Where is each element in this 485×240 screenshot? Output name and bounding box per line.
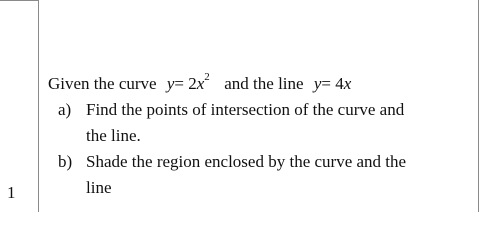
part-b bbox=[48, 149, 473, 201]
line-eq: = 4 bbox=[321, 74, 344, 93]
line-var: x bbox=[343, 74, 352, 93]
question-parts bbox=[48, 97, 473, 201]
stem-connector: and the line bbox=[224, 74, 304, 93]
top-border bbox=[0, 0, 38, 1]
curve-var: x bbox=[196, 74, 205, 93]
question-text bbox=[48, 71, 473, 201]
curve-eq: = 2 bbox=[174, 74, 197, 93]
part-a-label: a) bbox=[58, 100, 72, 119]
part-a-line-2: the line. bbox=[86, 126, 141, 145]
part-b-label: b) bbox=[58, 152, 73, 171]
question-number: 1 bbox=[7, 183, 16, 202]
line-lhs: y bbox=[313, 74, 322, 93]
question-stem bbox=[48, 71, 473, 97]
curve-equation bbox=[166, 71, 214, 93]
part-a-line-1: Find the points of intersection of the curve and bbox=[86, 100, 405, 119]
right-border bbox=[478, 0, 479, 212]
line-equation bbox=[314, 74, 351, 93]
column-divider bbox=[38, 0, 39, 212]
curve-lhs: y bbox=[166, 74, 175, 93]
part-a bbox=[48, 97, 473, 149]
part-b-line-2: line bbox=[86, 178, 112, 197]
stem-intro: Given the curve bbox=[48, 74, 157, 93]
curve-exponent: 2 bbox=[204, 71, 210, 84]
part-b-line-1: Shade the region enclosed by the curve and the bbox=[86, 152, 407, 171]
